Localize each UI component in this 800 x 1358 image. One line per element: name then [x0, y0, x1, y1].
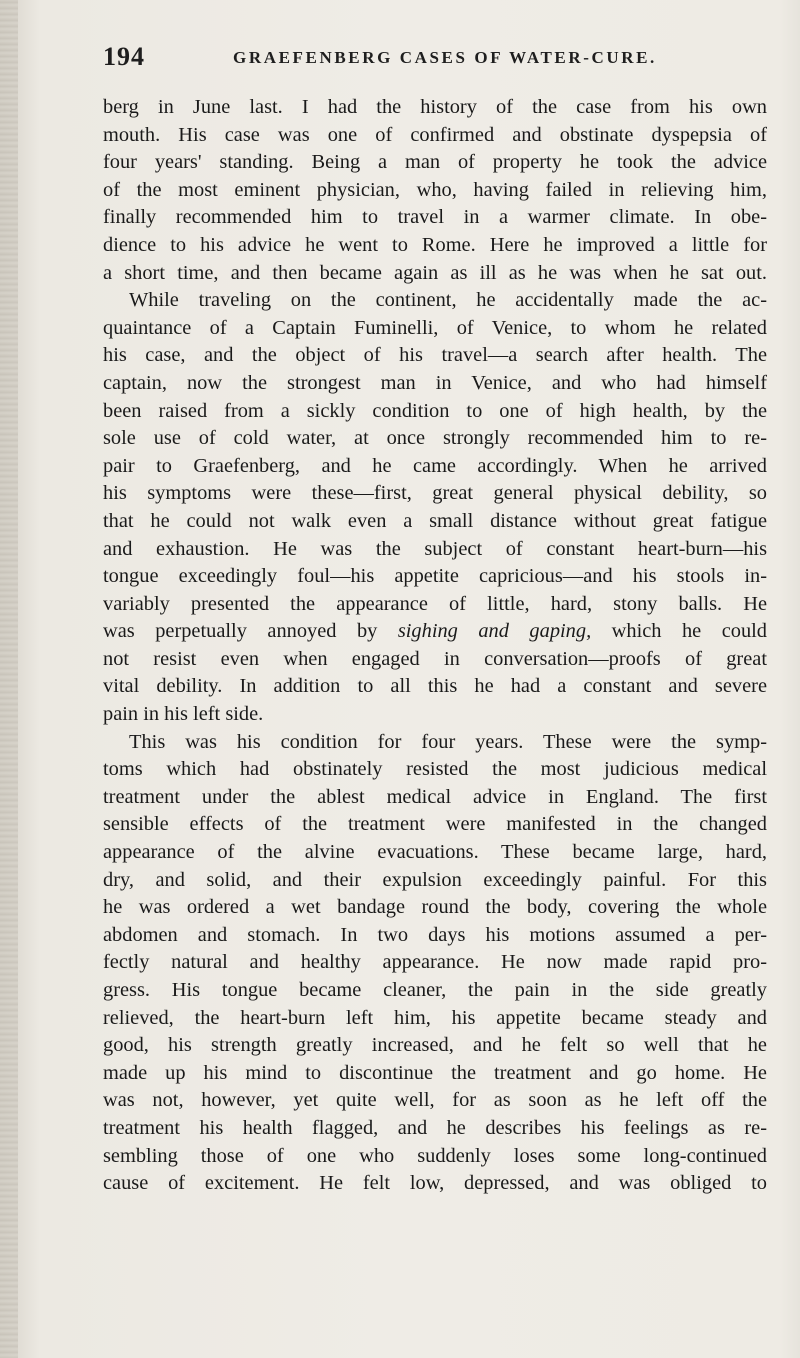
text-line: berg in June last. I had the history of the case from his own	[103, 96, 767, 118]
text-line: cause of excitement. He felt low, depressed, and was obliged to	[103, 1172, 767, 1195]
text-line: variably presented the appearance of little, hard, stony balls. He	[103, 592, 767, 615]
text-line: mouth. His case was one of confirmed and obstinate dyspepsia of	[103, 123, 767, 146]
paragraph-1	[103, 94, 767, 287]
text-line: gress. His tongue became cleaner, the pain in the side greatly	[103, 979, 767, 1001]
text-line: four years' standing. Being a man of property he took the advice	[103, 151, 767, 174]
body-text	[103, 94, 767, 1198]
text-line: While traveling on the continent, he accidentally made the ac-	[129, 289, 767, 312]
text-line: fectly natural and healthy appearance. He now made rapid pro-	[103, 951, 767, 974]
text-line: been raised from a sickly condition to one of high health, by the	[103, 399, 767, 422]
italic-phrase: sighing and gaping,	[397, 620, 592, 643]
paragraph-2	[103, 287, 767, 618]
text-line: of the most eminent physician, who, having failed in relieving him,	[103, 178, 767, 201]
text-line: toms which had obstinately resisted the most judicious medical	[103, 758, 767, 781]
running-head: GRAEFENBERG CASES OF WATER-CURE.	[233, 48, 657, 67]
text-line: that he could not walk even a small distance without great fatigue	[103, 509, 767, 532]
text-line: quaintance of a Captain Fuminelli, of Venice, to whom he related	[103, 316, 767, 339]
text-line: dience to his advice he went to Rome. Here he improved a little for	[103, 233, 767, 256]
text-line: good, his strength greatly increased, and he felt so well that he	[103, 1034, 767, 1057]
page-header	[103, 42, 763, 82]
paragraph-2-end	[103, 646, 767, 729]
text-line: treatment his health flagged, and he describes his feelings as re-	[103, 1116, 767, 1139]
text-line: vital debility. In addition to all this he had a constant and severe	[103, 675, 767, 698]
text-line: sembling those of one who suddenly loses some long-continued	[103, 1144, 767, 1167]
text-fragment: which he could	[591, 620, 767, 643]
text-line: This was his condition for four years. These were the symp-	[129, 730, 767, 753]
text-line: tongue exceedingly foul—his appetite capricious—and his stools in-	[103, 565, 767, 588]
text-line: made up his mind to discontinue the treatment and go home. He	[103, 1061, 767, 1084]
text-line: finally recommended him to travel in a warmer climate. In obe-	[103, 206, 767, 229]
page-number: 194	[103, 42, 145, 71]
text-line: his case, and the object of his travel—a search after health. The	[103, 344, 767, 367]
text-fragment: was perpetually annoyed by	[103, 620, 398, 643]
text-line-emphasis	[103, 618, 767, 646]
text-line: sensible effects of the treatment were manifested in the changed	[103, 813, 767, 836]
text-line: pain in his left side.	[103, 703, 264, 726]
text-line: abdomen and stomach. In two days his motions assumed a per-	[103, 923, 767, 946]
text-line: he was ordered a wet bandage round the body, covering the whole	[103, 896, 767, 919]
text-line: a short time, and then became again as ill as he was when he sat out.	[103, 261, 767, 284]
paragraph-3	[103, 729, 767, 1198]
text-line: not resist even when engaged in conversation—proofs of great	[103, 647, 767, 670]
text-line: pair to Graefenberg, and he came accordingly. When he arrived	[103, 454, 767, 477]
text-line: and exhaustion. He was the subject of constant heart-burn—his	[103, 537, 767, 560]
page-binding-edge	[0, 0, 18, 1358]
text-line: sole use of cold water, at once strongly recommended him to re-	[103, 427, 767, 450]
text-line: captain, now the strongest man in Venice, and who had himself	[103, 371, 767, 394]
text-line: appearance of the alvine evacuations. These became large, hard,	[103, 841, 767, 864]
text-line: treatment under the ablest medical advice in England. The first	[103, 785, 767, 808]
text-line: his symptoms were these—first, great general physical debility, so	[103, 482, 767, 505]
text-line: was not, however, yet quite well, for as soon as he left off the	[103, 1089, 767, 1112]
text-line: dry, and solid, and their expulsion exceedingly painful. For this	[103, 868, 767, 891]
text-line: relieved, the heart-burn left him, his appetite became steady and	[103, 1006, 767, 1029]
